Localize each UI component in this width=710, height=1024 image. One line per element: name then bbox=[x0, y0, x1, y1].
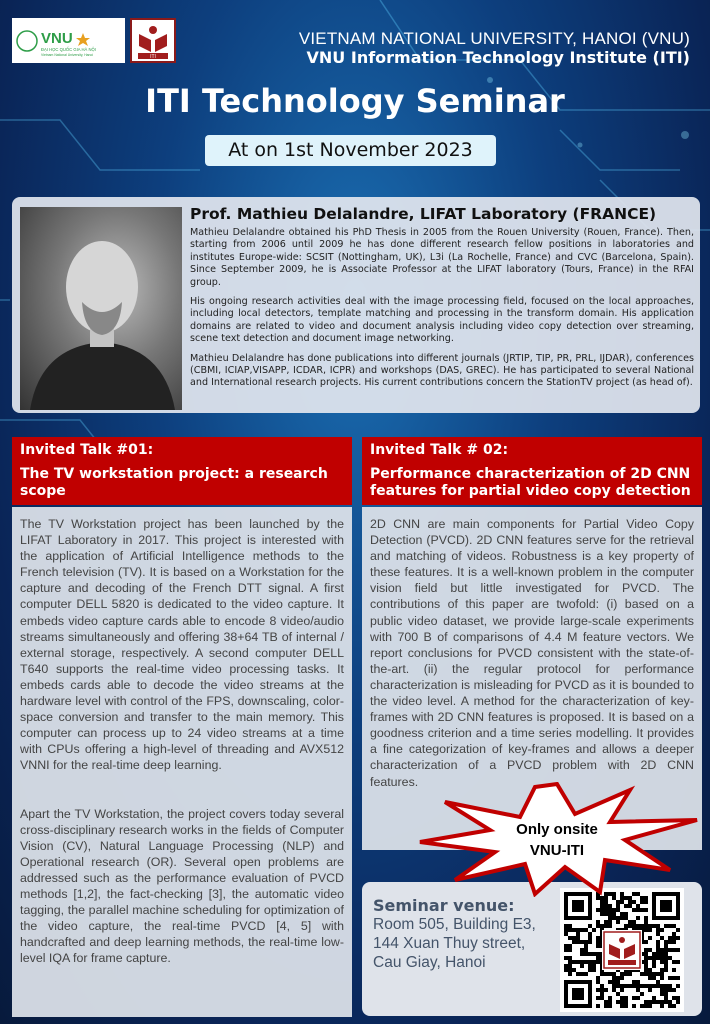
venue-line: 144 Xuan Thuy street, bbox=[373, 935, 526, 952]
venue-line: Room 505, Building E3, bbox=[373, 916, 536, 933]
bio-paragraph: His ongoing research activities deal with the image processing field, focused on the local approaches, including local detectors, template matching and processing in the transform domain. His application domains are related to video and document analysis including video copy detection over streaming, scene text detection and document image networking. bbox=[190, 296, 694, 345]
bio-paragraph: Mathieu Delalandre has done publications into different journals (JRTIP, TIP, PR, PRL, IJDAR), conferences (CBMI, ICIAP,VISAPP, ICDAR, ICPR) and workshops (DAS, GREC). He has participated to several National and International research projects. His current contributions concern the StationTV project (as head of). bbox=[190, 352, 694, 389]
talk-2-title: Performance characterization of 2D CNN features for partial video copy detection bbox=[370, 466, 691, 499]
talk-2-header bbox=[362, 437, 702, 505]
venue-line: Cau Giay, Hanoi bbox=[373, 954, 486, 971]
institute-name: VNU Information Technology Institute (ITI) bbox=[306, 48, 690, 67]
badge-line: Only onsite bbox=[516, 821, 598, 838]
svg-text:Vietnam National University, H: Vietnam National University, Hanoi bbox=[41, 53, 94, 57]
svg-text:VNU: VNU bbox=[41, 30, 73, 47]
venue-panel bbox=[362, 882, 702, 1016]
iti-logo bbox=[130, 18, 176, 63]
seminar-title: ITI Technology Seminar bbox=[145, 82, 565, 120]
abstract-paragraph: The TV Workstation project has been launched by the LIFAT Laboratory in 2017. This project is interested with the application of Artificial Intelligence methods to the French television (TV). It is based on a Workstation for the capture and decoding of the French DTT signal. A first computer DELL 5820 is dedicated to the video capture. It embeds video capture cards able to encode 8 video/audio streams simultaneously and offering 38+64 TB of internal / external storage, respectively. A second computer DELL T640 supports the real-time video processing tasks. It embeds cards able to decode the video streams at the hardware level with control of the FPS, downscaling, color-space conversion and transfer to the main memory. This computer can process up to 24 video streams at a time with CPUs offering a high-level of threading and AVX512 VNNI for the real-time deep learning. bbox=[20, 517, 344, 773]
speaker-bio bbox=[190, 227, 694, 397]
talk-1-number: Invited Talk #01: bbox=[20, 442, 154, 458]
abstract-paragraph: 2D CNN are main components for Partial Video Copy Detection (PVCD). 2D CNN features serve for the retrieval and matching of videos. Robustness is a key property of these features. It is a well-known problem in the computer vision field but little investigated for PVCD. The contributions of this paper are twofold: (i) based on a public video dataset, we provide large-scale experiments with 700 B of comparisons of 4.4 M feature vectors. We report conclusions for PVCD consistent with the state-of-the-art. (ii) the regular protocol for performance characterization is misleading for PVCD as it is bounded to the video level. A method for the characterization of key-frames with 2D CNN features is proposed. It is based on a goodness criterion and a time series modelling. It provides a fine categorization of key-frames and allows a deeper characterization of a PVCD problem with 2D CNN features. bbox=[370, 517, 694, 789]
talk-2-number: Invited Talk # 02: bbox=[370, 442, 509, 458]
talk-1-title: The TV workstation project: a research scope bbox=[20, 466, 328, 499]
svg-text:ĐẠI HỌC QUỐC GIA HÀ NỘI: ĐẠI HỌC QUỐC GIA HÀ NỘI bbox=[41, 47, 96, 52]
onsite-badge-text bbox=[462, 819, 652, 861]
qr-code-icon[interactable] bbox=[560, 888, 684, 1012]
university-name: VIETNAM NATIONAL UNIVERSITY, HANOI (VNU) bbox=[298, 29, 690, 48]
badge-line: VNU-ITI bbox=[529, 842, 585, 859]
speaker-name: Prof. Mathieu Delalandre, LIFAT Laboratory (FRANCE) bbox=[190, 205, 657, 223]
speaker-panel bbox=[12, 197, 700, 413]
abstract-paragraph: Apart the TV Workstation, the project covers today several cross-disciplinary research works in the fields of Computer Vision (CV), Natural Language Processing (NLP) and Operational research (OR). Several open problems are addressed such as the performance evaluation of PVCD methods [1,2], the fact-checking [3], the automatic video tagging, the parallel machine scheduling for optimization of the video capture, the real-time PVCD [4, 5] with handcrafted and deep learning methods, the real-time low-level IQA for frame capture. bbox=[20, 806, 344, 966]
speaker-photo bbox=[20, 207, 182, 410]
vnu-logo bbox=[12, 18, 125, 63]
talk-1-header bbox=[12, 437, 352, 505]
talk-1-abstract bbox=[12, 507, 352, 1017]
svg-text:ITI: ITI bbox=[150, 53, 156, 60]
venue-heading: Seminar venue: bbox=[373, 896, 515, 915]
seminar-date: At on 1st November 2023 bbox=[205, 135, 496, 166]
bio-paragraph: Mathieu Delalandre obtained his PhD Thesis in 2005 from the Rouen University (Rouen, France). Then, starting from 2006 until 2009 he has done different research fellow positions in laboratories and institutes Europe-wide: SCSIT (Nottingham, UK), L3i (La Rochelle, France) and CVC (Barcelona, Spain). Since September 2009, he is Associate Professor at the LIFAT laboratory (Tours, France) in the RFAI group. bbox=[190, 227, 694, 288]
